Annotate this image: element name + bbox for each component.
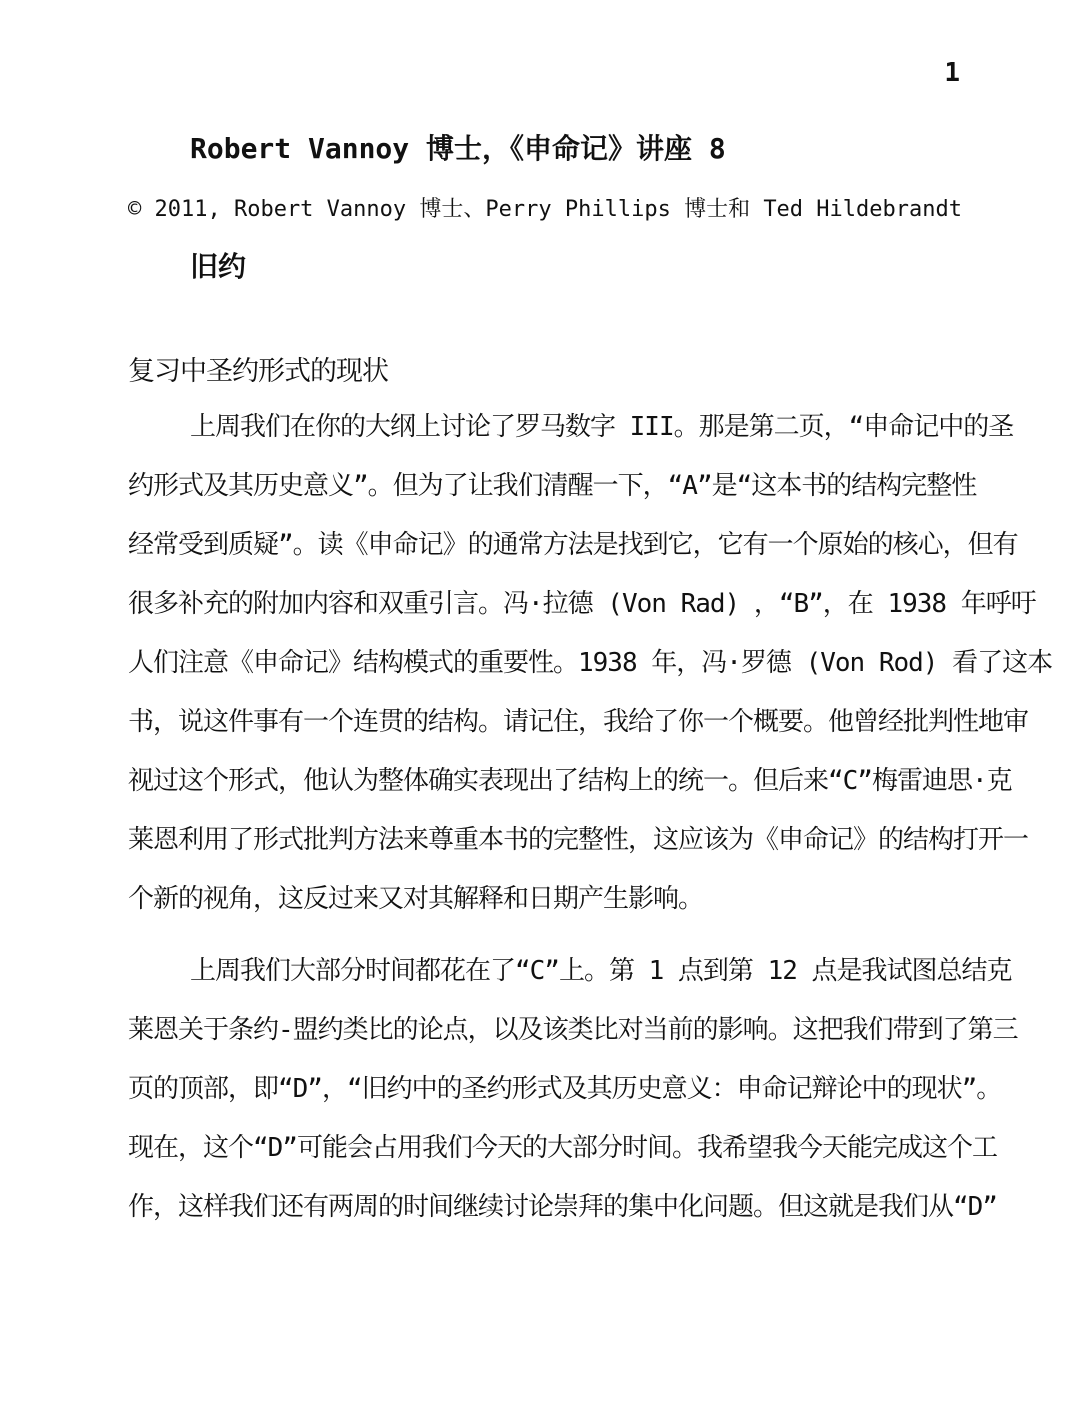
paragraphs xyxy=(128,398,1053,1237)
text-line: 莱恩利用了形式批判方法来尊重本书的完整性，这应该为《申命记》的结构打开一 xyxy=(128,825,1029,855)
text-line: 现在，这个“D”可能会占用我们今天的大部分时间。我希望我今天能完成这个工 xyxy=(128,1133,997,1163)
section-heading: 复习中圣约形式的现状 xyxy=(128,356,388,387)
paragraph xyxy=(128,398,1053,929)
text-line: 视过这个形式，他认为整体确实表现出了结构上的统一。但后来“C”梅雷迪思·克 xyxy=(128,766,1012,796)
paragraph xyxy=(128,942,1018,1237)
text-line: 约形式及其历史意义”。但为了让我们清醒一下，“A”是“这本书的结构完整性 xyxy=(128,471,977,501)
copyright-line: © 2011, Robert Vannoy 博士、Perry Phillips 博士和 Ted Hildebrandt xyxy=(128,197,962,222)
document-title: Robert Vannoy 博士，《申命记》讲座 8 xyxy=(190,132,726,165)
text-line: 人们注意《申命记》结构模式的重要性。1938 年，冯·罗德 (Von Rod) 看了这本 xyxy=(128,648,1053,678)
text-line: 书，说这件事有一个连贯的结构。请记住，我给了你一个概要。他曾经批判性地审 xyxy=(128,707,1029,737)
text-line: 个新的视角，这反过来又对其解释和日期产生影响。 xyxy=(128,884,704,914)
text-line: 上周我们在你的大纲上讨论了罗马数字 III。那是第二页，“申命记中的圣 xyxy=(190,412,1014,442)
text-line: 上周我们大部分时间都花在了“C”上。第 1 点到第 12 点是我试图总结克 xyxy=(190,956,1012,986)
series-label: 旧约 xyxy=(190,250,247,283)
page-number: 1 xyxy=(944,58,960,88)
text-line: 作，这样我们还有两周的时间继续讨论崇拜的集中化问题。但这就是我们从“D” xyxy=(128,1192,997,1222)
text-line: 经常受到质疑”。读《申命记》的通常方法是找到它，它有一个原始的核心，但有 xyxy=(128,530,1018,560)
text-line: 莱恩关于条约-盟约类比的论点，以及该类比对当前的影响。这把我们带到了第三 xyxy=(128,1015,1018,1045)
text-line: 页的顶部，即“D”，“旧约中的圣约形式及其历史意义：申命记辩论中的现状”。 xyxy=(128,1074,1002,1104)
text-line: 很多补充的附加内容和双重引言。冯·拉德 (Von Rad) ，“B”，在 1938 年呼吁 xyxy=(128,589,1036,619)
